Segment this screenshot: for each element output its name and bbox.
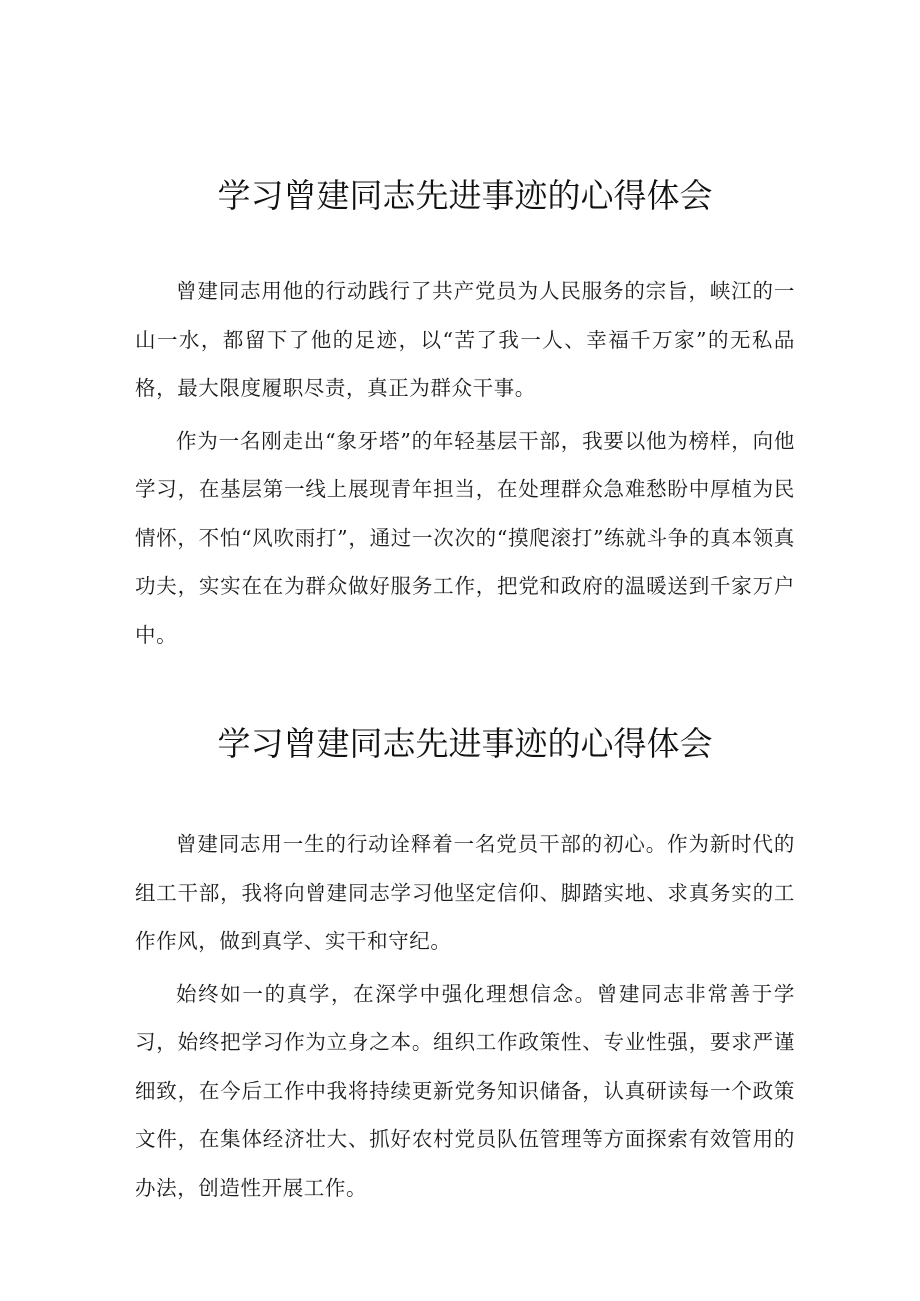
essay-section-2	[135, 716, 795, 1216]
paragraph: 曾建同志用他的行动践行了共产党员为人民服务的宗旨，峡江的一山一水，都留下了他的足迹，以“苦了我一人、幸福千万家”的无私品格，最大限度履职尽责，真正为群众干事。	[135, 279, 795, 400]
paragraph: 始终如一的真学，在深学中强化理想信念。曾建同志非常善于学习，始终把学习作为立身之本。组织工作政策性、专业性强，要求严谨细致，在今后工作中我将持续更新党务知识储备，认真研读每一个政策文件，在集体经济壮大、抓好农村党员队伍管理等方面探索有效管用的办法，创造性开展工作。	[135, 981, 795, 1200]
essay-section-1	[135, 168, 795, 663]
paragraph: 曾建同志用一生的行动诠释着一名党员干部的初心。作为新时代的组工干部，我将向曾建同志学习他坚定信仰、脚踏实地、求真务实的工作作风，做到真学、实干和守纪。	[135, 832, 795, 953]
paragraph: 作为一名刚走出“象牙塔”的年轻基层干部，我要以他为榜样，向他学习，在基层第一线上展现青年担当，在处理群众急难愁盼中厚植为民情怀，不怕“风吹雨打”，通过一次次的“摸爬滚打”练就斗争的真本领真功夫，实实在在为群众做好服务工作，把党和政府的温暖送到千家万户中。	[135, 428, 795, 647]
section-title: 学习曾建同志先进事迹的心得体会	[217, 724, 713, 763]
section-title: 学习曾建同志先进事迹的心得体会	[217, 176, 713, 215]
